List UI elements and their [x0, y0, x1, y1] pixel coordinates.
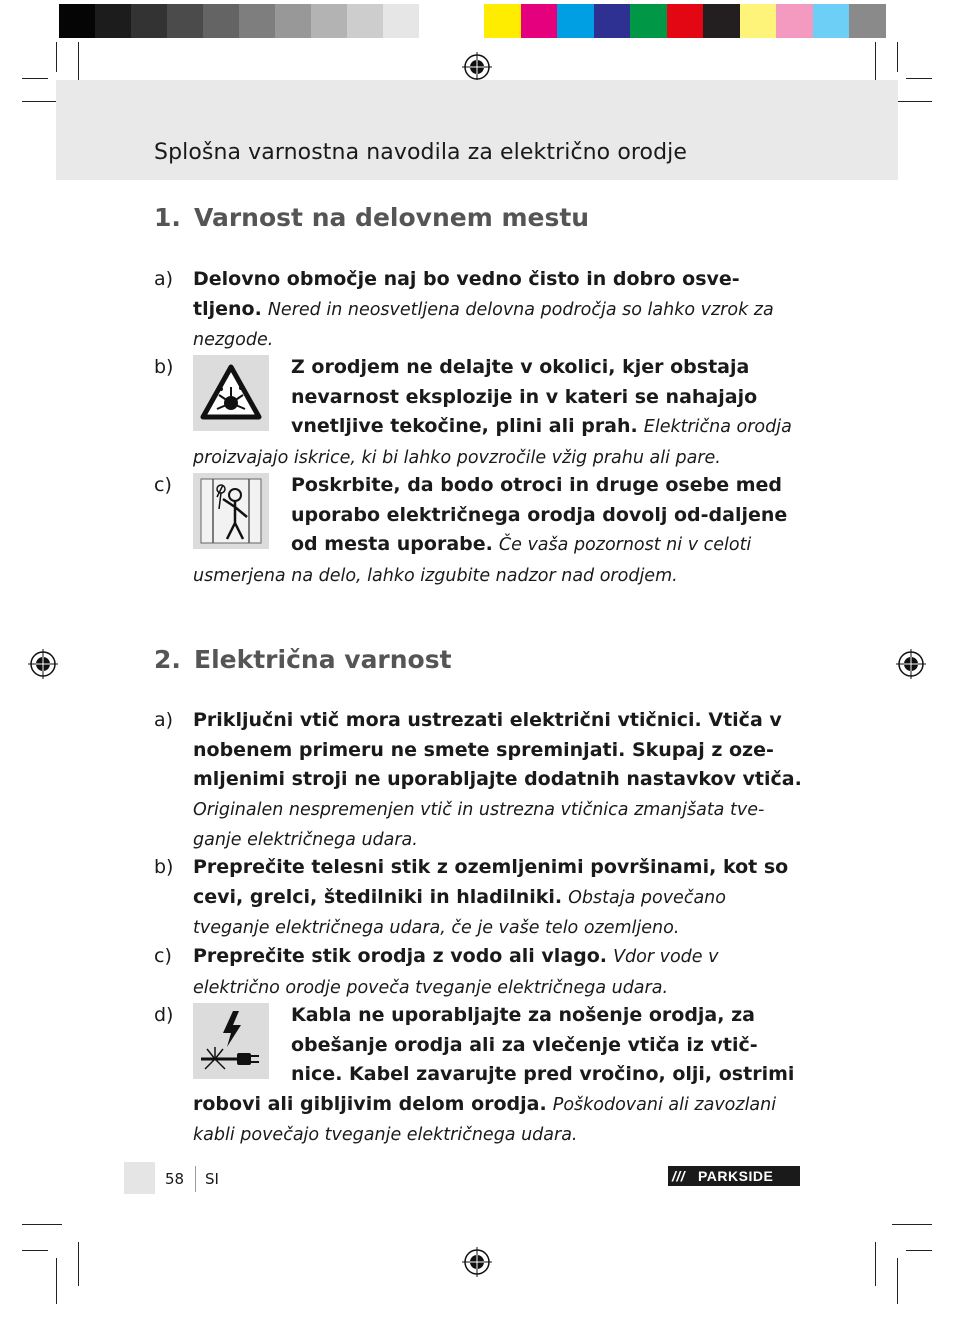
section-number: 1. — [154, 203, 181, 232]
calibration-swatch — [239, 4, 275, 38]
list-item — [154, 471, 804, 591]
list-item — [154, 265, 804, 356]
calibration-swatch — [167, 4, 203, 38]
crop-mark — [897, 42, 898, 72]
item-italic-text: Obstaja povečano tveganje električnega udara, če je vaše telo ozemljeno. — [193, 887, 726, 938]
registration-mark-icon — [28, 649, 58, 679]
grayscale-calibration-bar — [59, 4, 455, 38]
crop-mark — [56, 1258, 57, 1304]
calibration-swatch — [275, 4, 311, 38]
item-italic-text: Električna orodja proizvajajo iskrice, ki bi lahko povzročile vžig prahu ali pare. — [193, 417, 792, 468]
calibration-swatch — [131, 4, 167, 38]
keep-children-away-icon — [193, 473, 269, 549]
crop-mark — [906, 78, 932, 79]
list-item — [154, 853, 804, 944]
crop-mark — [892, 1224, 932, 1225]
list-item — [154, 942, 804, 1003]
calibration-swatch — [311, 4, 347, 38]
page-number: 58 — [165, 1170, 185, 1188]
crop-mark — [56, 42, 57, 72]
item-italic-text: Vdor vode v električno orodje poveča tveganje električnega udara. — [193, 947, 719, 998]
item-italic-text: Poškodovani ali zavozlani kabli povečajo tveganje električnega udara. — [193, 1094, 777, 1145]
crop-mark — [892, 101, 932, 102]
logo-slashes: /// — [672, 1168, 686, 1184]
page-header-title: Splošna varnostna navodila za električno orodje — [154, 140, 688, 165]
calibration-swatch — [594, 4, 631, 38]
calibration-swatch — [203, 4, 239, 38]
crop-mark — [22, 78, 48, 79]
item-letter: d) — [154, 1004, 174, 1026]
crop-mark — [78, 1242, 79, 1286]
crop-mark — [22, 1250, 48, 1251]
crop-mark — [875, 1242, 876, 1286]
item-bold-text: Delovno območje naj bo vedno čisto in dobro osve-tljeno. — [193, 268, 740, 320]
section-title: Varnost na delovnem mestu — [194, 203, 590, 232]
explosion-warning-icon — [193, 355, 269, 431]
item-bold-text: Preprečite stik orodja z vodo ali vlago. — [193, 945, 608, 967]
item-bold-text: Kabla ne uporabljajte za nošenje orodja, za obešanje orodja ali za vlečenje vtiča iz vtič-nice. Kabel zavarujte pred vročino, olji, ostrimi robovi ali gibljivim delom orodja. — [193, 1004, 795, 1115]
calibration-swatch — [383, 4, 419, 38]
item-letter: b) — [154, 356, 174, 378]
item-letter: c) — [154, 474, 172, 496]
calibration-swatch — [59, 4, 95, 38]
registration-mark-icon — [462, 1247, 492, 1277]
logo-name: PARKSIDE — [698, 1168, 774, 1184]
list-item — [154, 1001, 804, 1151]
calibration-swatch — [740, 4, 777, 38]
parkside-logo — [668, 1166, 800, 1186]
item-letter: b) — [154, 856, 174, 878]
registration-mark-icon — [462, 52, 492, 82]
section-title: Električna varnost — [194, 645, 452, 674]
item-letter: a) — [154, 709, 174, 731]
calibration-swatch — [521, 4, 558, 38]
calibration-swatch — [419, 4, 455, 38]
language-code: SI — [205, 1170, 219, 1188]
crop-mark — [22, 1224, 62, 1225]
list-item — [154, 353, 804, 473]
section-number: 2. — [154, 645, 181, 674]
crop-mark — [897, 1258, 898, 1304]
calibration-swatch — [849, 4, 886, 38]
item-italic-text: Če vaša pozornost ni v celoti usmerjena na delo, lahko izgubite nadzor nad orodjem. — [193, 535, 752, 586]
calibration-swatch — [776, 4, 813, 38]
calibration-swatch — [95, 4, 131, 38]
calibration-swatch — [347, 4, 383, 38]
calibration-swatch — [667, 4, 704, 38]
section-heading-workplace-safety — [154, 203, 589, 232]
calibration-swatch — [703, 4, 740, 38]
header-band — [56, 80, 898, 180]
registration-mark-icon — [896, 649, 926, 679]
item-bold-text: Z orodjem ne delajte v okolici, kjer obstaja nevarnost eksplozije in v kateri se nahajajo vnetljive tekočine, plini ali prah. — [291, 356, 758, 437]
calibration-swatch — [484, 4, 521, 38]
section-heading-electrical-safety — [154, 645, 452, 674]
item-bold-text: Preprečite telesni stik z ozemljenimi površinami, kot so cevi, grelci, štedilniki in hladilniki. — [193, 856, 789, 908]
item-letter: a) — [154, 268, 174, 290]
item-italic-text: Nered in neosvetljena delovna področja so lahko vzrok za nezgode. — [193, 299, 774, 350]
item-italic-text: Originalen nespremenjen vtič in ustrezna vtičnica zmanjšata tve-ganje električnega udara. — [193, 799, 765, 850]
color-calibration-bar — [484, 4, 886, 38]
calibration-swatch — [557, 4, 594, 38]
list-item — [154, 706, 804, 856]
damaged-cable-shock-icon — [193, 1003, 269, 1079]
item-bold-text: Priključni vtič mora ustrezati električni vtičnici. Vtiča v nobenem primeru ne smete spreminjati. Skupaj z oze-mljenimi stroji ne uporabljajte dodatnih nastavkov vtiča. — [193, 709, 802, 790]
item-letter: c) — [154, 945, 172, 967]
footer-tab — [124, 1162, 155, 1194]
calibration-swatch — [630, 4, 667, 38]
calibration-swatch — [813, 4, 850, 38]
item-bold-text: Poskrbite, da bodo otroci in druge osebe med uporabo električnega orodja dovolj od-daljene od mesta uporabe. — [291, 474, 788, 555]
footer-divider — [195, 1166, 196, 1192]
crop-mark — [906, 1250, 932, 1251]
